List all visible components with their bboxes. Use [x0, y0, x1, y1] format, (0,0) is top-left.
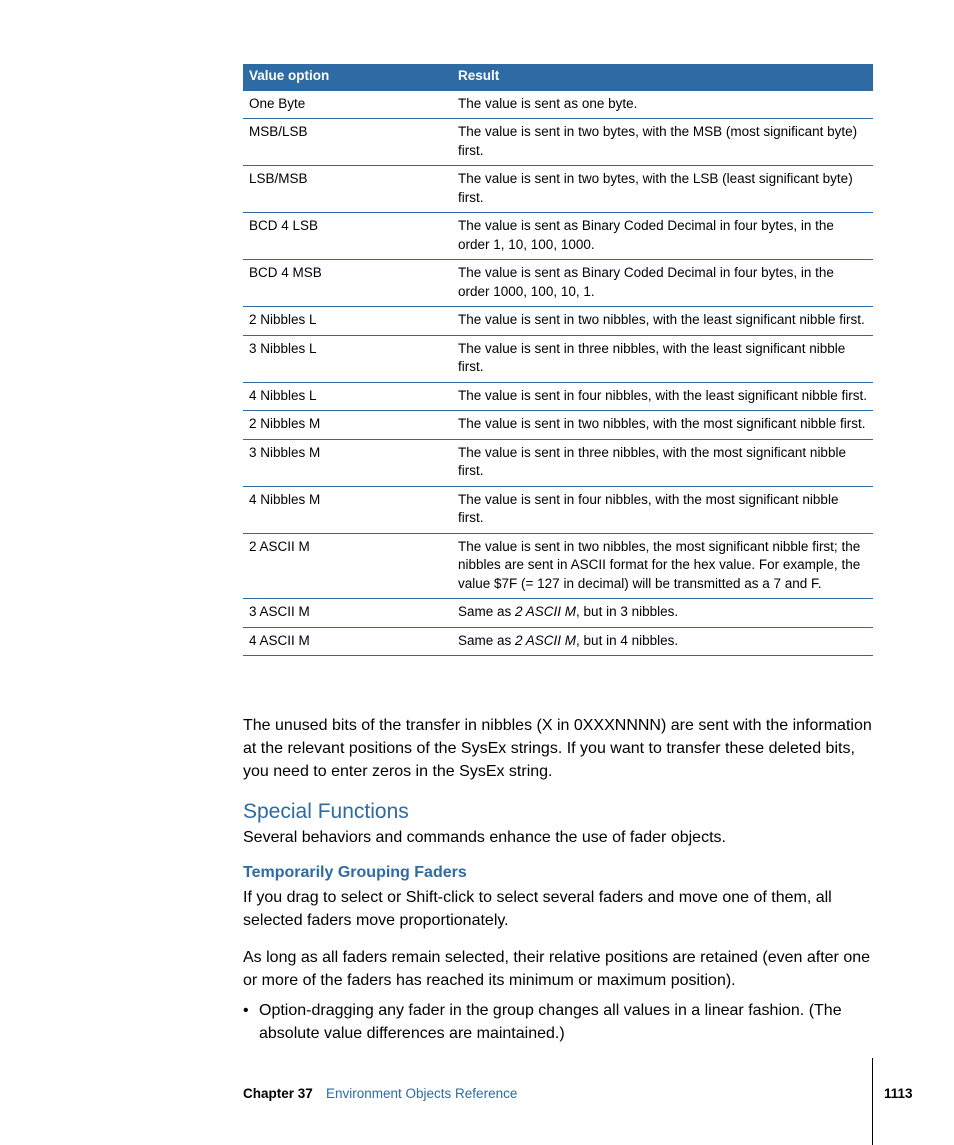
result-cell: The value is sent as Binary Coded Decimal in four bytes, in the order 1000, 100, 10, 1.: [452, 260, 873, 307]
result-cell: The value is sent in two nibbles, the most significant nibble first; the nibbles are sent in ASCII format for the hex value. For example, the value $7F (= 127 in decimal) will be transmitted as a 7 and F.: [452, 533, 873, 599]
table-row: [243, 599, 873, 628]
table-row: [243, 627, 873, 656]
result-cell: The value is sent in two bytes, with the LSB (least significant byte) first.: [452, 166, 873, 213]
table-row: [243, 382, 873, 411]
option-cell: 2 Nibbles L: [243, 307, 452, 336]
result-text: Same as: [458, 604, 516, 619]
table-row: [243, 411, 873, 440]
page-number: 1113: [884, 1086, 913, 1101]
option-cell: 2 Nibbles M: [243, 411, 452, 440]
value-option-table: [243, 64, 873, 656]
result-cell: [452, 599, 873, 628]
bullet-icon: •: [243, 1002, 249, 1019]
option-cell: 3 Nibbles M: [243, 439, 452, 486]
table-row: [243, 335, 873, 382]
option-cell: One Byte: [243, 90, 452, 119]
option-cell: 2 ASCII M: [243, 533, 452, 599]
footer-chapter: Chapter 37: [243, 1086, 313, 1101]
section-title: Special Functions: [243, 800, 409, 823]
table-row: [243, 533, 873, 599]
table-row: [243, 260, 873, 307]
table-row: [243, 213, 873, 260]
table-row: [243, 307, 873, 336]
section-intro: Several behaviors and commands enhance the use of fader objects.: [243, 829, 726, 846]
option-cell: MSB/LSB: [243, 119, 452, 166]
table-row: [243, 439, 873, 486]
result-emphasis: 2 ASCII M: [515, 604, 577, 619]
selected-paragraph: As long as all faders remain selected, their relative positions are retained (even after one or more of the faders has reached its minimum or maximum position).: [243, 949, 871, 989]
option-cell: 3 Nibbles L: [243, 335, 452, 382]
result-text: Same as: [458, 632, 516, 648]
footer-chapter-title: Environment Objects Reference: [326, 1086, 518, 1101]
column-header-value-option: Value option: [243, 64, 452, 90]
option-cell: BCD 4 MSB: [243, 260, 452, 307]
result-emphasis: 2 ASCII M: [515, 632, 577, 648]
result-cell: The value is sent in two nibbles, with the least significant nibble first.: [452, 307, 873, 336]
result-cell: The value is sent in two bytes, with the MSB (most significant byte) first.: [452, 119, 873, 166]
option-cell: 3 ASCII M: [243, 599, 452, 628]
option-cell: 4 Nibbles L: [243, 382, 452, 411]
result-text: , but in 4 nibbles.: [576, 632, 679, 648]
subsection-title: Temporarily Grouping Faders: [243, 864, 467, 881]
result-cell: The value is sent as one byte.: [452, 90, 873, 119]
table-row: [243, 119, 873, 166]
drag-paragraph: If you drag to select or Shift-click to select several faders and move one of them, all selected faders move proportionately.: [243, 889, 832, 929]
result-cell: The value is sent in four nibbles, with the least significant nibble first.: [452, 382, 873, 411]
result-cell: The value is sent in four nibbles, with the most significant nibble first.: [452, 486, 873, 533]
option-cell: 4 Nibbles M: [243, 486, 452, 533]
bullet-item: [243, 999, 875, 1045]
result-cell: [452, 627, 873, 656]
option-cell: BCD 4 LSB: [243, 213, 452, 260]
result-cell: The value is sent in three nibbles, with the most significant nibble first.: [452, 439, 873, 486]
result-cell: The value is sent as Binary Coded Decimal in four bytes, in the order 1, 10, 100, 1000.: [452, 213, 873, 260]
table-header-row: [243, 64, 873, 90]
unused-bits-paragraph: The unused bits of the transfer in nibbles (X in 0XXXNNNN) are sent with the information at the relevant positions of the SysEx strings. If you want to transfer these deleted bits, you need to enter zeros in the SysEx string.: [243, 717, 872, 780]
table-row: [243, 166, 873, 213]
option-cell: 4 ASCII M: [243, 627, 452, 656]
table-row: [243, 90, 873, 119]
result-cell: The value is sent in two nibbles, with the most significant nibble first.: [452, 411, 873, 440]
column-header-result: Result: [452, 64, 873, 90]
result-cell: The value is sent in three nibbles, with the least significant nibble first.: [452, 335, 873, 382]
result-text: , but in 3 nibbles.: [576, 604, 679, 619]
bullet-text: Option-dragging any fader in the group changes all values in a linear fashion. (The absolute value differences are maintained.): [259, 1002, 842, 1042]
footer-divider: [872, 1058, 873, 1145]
table-row: [243, 486, 873, 533]
option-cell: LSB/MSB: [243, 166, 452, 213]
